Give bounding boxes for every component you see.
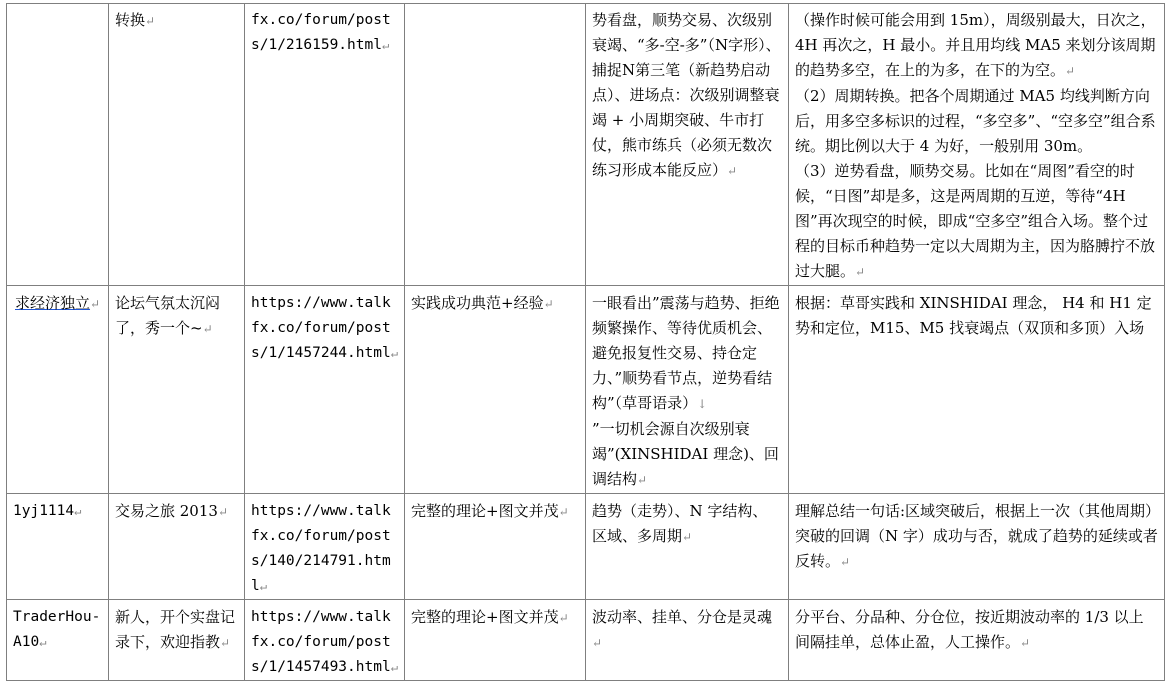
cell-author: 求经济独立↵ <box>7 286 109 494</box>
cell-title: 论坛气氛太沉闷了，秀一个~↵ <box>109 286 245 494</box>
cell-type: 实践成功典范+经验↵ <box>405 286 586 494</box>
cell-author <box>7 4 109 286</box>
cell-author: 1yj1114↵ <box>7 494 109 600</box>
cell-summary: 分平台、分品种、分仓位，按近期波动率的 1/3 以上间隔挂单，总体止盈，人工操作。↵ <box>789 600 1165 681</box>
document-table <box>6 3 1165 681</box>
cell-summary: 理解总结一句话:区域突破后，根据上一次（其他周期）突破的回调（N 字）成功与否，就成了趋势的延续或者反转。↵ <box>789 494 1165 600</box>
cell-title: 转换↵ <box>109 4 245 286</box>
cell-summary: （操作时候可能会用到 15m），周级别最大，日次之，4H 再次之，H 最小。并且用均线 MA5 来划分该周期的趋势多空，在上的为多，在下的为空。↵ （2）周期转换。把各个周期通过 MA5 均线判断方向后，用多空多标识的过程，“多空多”、“空多空”组合系统。期比例以大于 4 为好，一般别用 30m。 （3）逆势看盘，顺势交易。比如在“周图”看空的时候，“日图”却是多，这是两周期的互逆，等待“4H 图”再次现空的时候，即成“空多空”组合入场。整个过程的目标币种趋势一定以大周期为主，因为胳膊拧不放过大腿。↵ <box>789 4 1165 286</box>
cell-type: 完整的理论+图文并茂↵ <box>405 600 586 681</box>
cell-title: 交易之旅 2013↵ <box>109 494 245 600</box>
table-row <box>7 286 1165 494</box>
cell-author: TraderHou-A10↵ <box>7 600 109 681</box>
cell-keywords: 波动率、挂单、分仓是灵魂 ↵ <box>586 600 789 681</box>
cell-summary: 根据：草哥实践和 XINSHIDAI 理念， H4 和 H1 定势和定位，M15、M5 找衰竭点（双顶和多顶）入场 <box>789 286 1165 494</box>
cell-title: 新人，开个实盘记录下，欢迎指教↵ <box>109 600 245 681</box>
cell-keywords: 一眼看出”震荡与趋势、拒绝频繁操作、等待优质机会、避免报复性交易、持仓定力、”顺势看节点，逆势看结构”（草哥语录）↓ ”一切机会源自次级别衰竭”(XINSHIDAI 理念)、回调结构↵ <box>586 286 789 494</box>
cell-keywords: 趋势（走势）、N 字结构、区域、多周期↵ <box>586 494 789 600</box>
cell-type: 完整的理论+图文并茂↵ <box>405 494 586 600</box>
table-row <box>7 494 1165 600</box>
cell-keywords: 势看盘，顺势交易、次级别衰竭、“多-空-多”（N字形）、捕捉N第三笔（新趋势启动点）、进场点：次级别调整衰竭 + 小周期突破、牛市打仗，熊市练兵（必须无数次练习形成本能反应）↵ <box>586 4 789 286</box>
cell-url[interactable]: https://www.talkfx.co/forum/posts/140/214791.html↵ <box>245 494 405 600</box>
cell-url[interactable]: https://www.talkfx.co/forum/posts/1/1457244.html↵ <box>245 286 405 494</box>
cell-type <box>405 4 586 286</box>
table-row <box>7 600 1165 681</box>
cell-url[interactable]: fx.co/forum/posts/1/216159.html↵ <box>245 4 405 286</box>
cell-url[interactable]: https://www.talkfx.co/forum/posts/1/1457493.html↵ <box>245 600 405 681</box>
table-row <box>7 4 1165 286</box>
